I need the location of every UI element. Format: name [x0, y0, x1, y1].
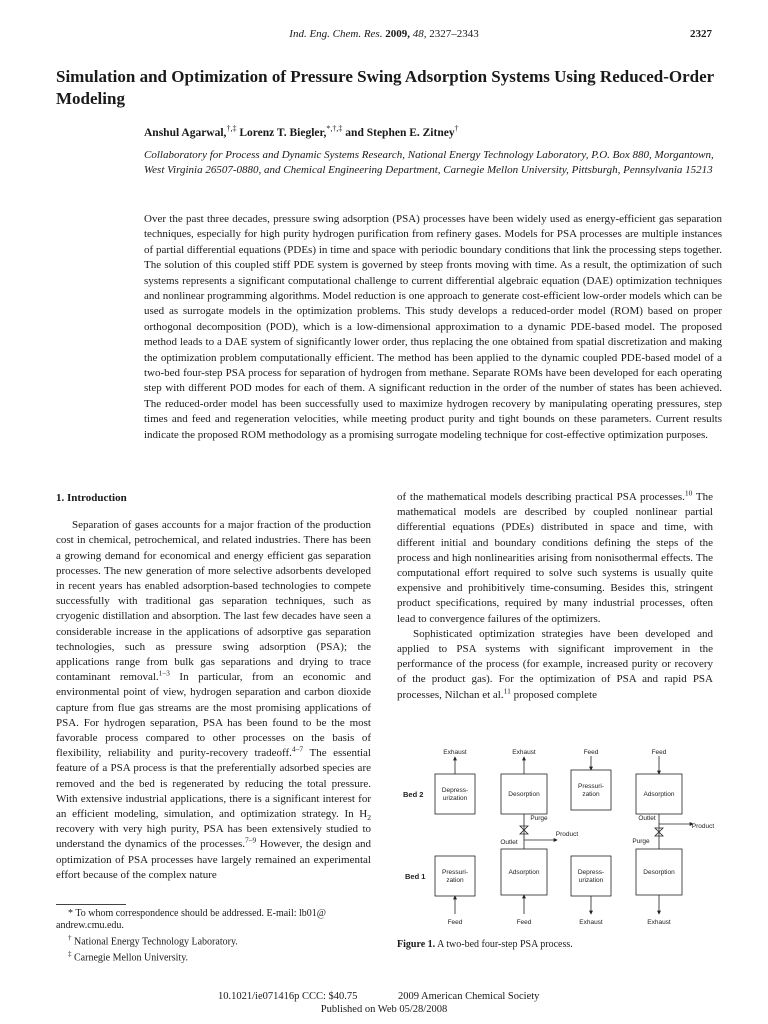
citation: 10 [684, 488, 693, 498]
author-1-marks: †,‡ [226, 124, 237, 133]
outlet-label: Outlet [638, 815, 656, 822]
journal-volume: 48, [412, 28, 427, 40]
doi-line: 10.1021/ie071416p CCC: $40.75 [218, 991, 358, 1002]
text-run: In particular, from an economic and environmental point of view, hydrogen separation and carbon dioxide capture from flue gas streams are the most promising applications of PSA. For hydrogen separation, PSA has been found to be the most favorable process compared to other processes on the basis of flexibility, reliability and purity-recovery tradeoff. [56, 671, 371, 760]
citation: 7–9 [244, 835, 257, 845]
fig-bottom-label: Exhaust [647, 919, 671, 926]
bed1-step-label: Desorption [643, 869, 675, 876]
bed1-step-label: Depress- [577, 869, 605, 876]
text-run: However, the design and optimization of PSA processes have largely remained an experimental effort because of the complex nature [56, 838, 371, 881]
right-column [397, 490, 713, 703]
author-3: and Stephen E. Zitney [342, 126, 455, 139]
figure-caption-text: A two-bed four-step PSA process. [435, 939, 573, 950]
fig-top-label: Exhaust [443, 749, 467, 756]
intro-paragraph-2 [397, 490, 713, 627]
text-run: Separation of gases accounts for a major fraction of the production cost in chemical, petrochemical, and related industries. There has been a growing demand for economical and energy efficient gas separation processes. The new generation of more selective adsorbents developed in recent years has enabled adsorption-based technologies to compete successfully with traditional gas separation techniques, such as cryogenic distillation and absorption. The last few decades have seen a considerable increase in the applications of adsorptive gas separation technologies, such as pressure swing adsorption (PSA); the applications range from bulk gas separations and drying to trace contaminant removal. [56, 519, 371, 684]
fig-bottom-label: Feed [516, 919, 532, 926]
psa-process-diagram [397, 748, 717, 936]
bed1-step-label: zation [446, 877, 464, 884]
figure-label: Figure 1. [397, 939, 436, 950]
bed2-step-label: Pressuri- [577, 783, 605, 790]
product-label: Product [691, 823, 715, 830]
bed1-step-label: urization [578, 877, 604, 884]
bed2-step-label: Desorption [508, 791, 540, 798]
journal-year: 2009, [385, 28, 410, 40]
footnotes [56, 908, 376, 965]
text-run: of the mathematical models describing practical PSA processes. [397, 491, 685, 503]
text-run: The essential feature of a PSA process is that the preferentially adsorbed species are removed and the bed is regenerated by reducing the total pressure. With extensive industrial applications, there is a significant interest for an efficient modeling, simulation, and optimization strategy. In H [56, 747, 371, 821]
left-column [56, 491, 371, 883]
bed2-label: Bed 2 [403, 790, 424, 799]
page-number: 2327 [690, 28, 712, 40]
intro-paragraph-1 [56, 518, 371, 883]
published-date: Published on Web 05/28/2008 [320, 1004, 448, 1015]
bed2-step-label: urization [442, 795, 468, 802]
paper-title: Simulation and Optimization of Pressure Swing Adsorption Systems Using Reduced-Order Modeling [56, 67, 714, 108]
author-2: Lorenz T. Biegler, [236, 126, 327, 139]
author-3-marks: † [454, 124, 459, 133]
footnote-mark: ‡ [68, 950, 72, 959]
running-header [0, 28, 768, 40]
purge-label: Purge [530, 815, 548, 822]
fig-top-label: Exhaust [512, 749, 536, 756]
footnote-text: Carnegie Mellon University. [71, 952, 189, 964]
footnote-cmu [56, 948, 376, 964]
fig-top-label: Feed [583, 749, 599, 756]
section-heading: 1. Introduction [56, 492, 127, 504]
outlet-label: Outlet [500, 839, 518, 846]
footnote-text: National Energy Technology Laboratory. [71, 936, 238, 948]
bed2-step-label: Depress- [441, 787, 469, 794]
product-label: Product [555, 831, 579, 838]
bed2-step-label: zation [582, 791, 600, 798]
citation: 11 [503, 685, 511, 695]
affiliation: Collaboratory for Process and Dynamic Systems Research, National Energy Technology Laboratory, P.O. Box 880, Morgantown, West Virginia 26507-0880, and Chemical Engineering Department, Carnegie Mellon University, Pittsburgh, Pennsylvania 15213 [144, 149, 714, 176]
text-run: proposed complete [510, 688, 597, 701]
footnote-correspondence: * To whom correspondence should be addressed. E-mail: lb01@ andrew.cmu.edu. [56, 908, 326, 931]
author-1: Anshul Agarwal, [144, 126, 227, 139]
footnote-mark: † [68, 934, 72, 942]
subscript: 2 [367, 813, 371, 823]
citation: 1–3 [158, 668, 170, 678]
author-list [144, 124, 459, 139]
bed2-step-label: Adsorption [643, 791, 675, 798]
fig-bottom-label: Exhaust [579, 919, 603, 926]
journal-pages: 2327–2343 [429, 28, 479, 40]
bed2-step-box [435, 774, 475, 814]
author-2-marks: *,†,‡ [326, 124, 343, 133]
bed1-step-label: Pressuri- [441, 869, 469, 876]
footnote-netl [56, 932, 376, 948]
footnote-rule [56, 904, 126, 905]
text-run: recovery with very high purity, PSA has been extensively studied to understand the dynamics of the processes. [56, 823, 371, 851]
fig-top-label: Feed [651, 749, 667, 756]
journal-name: Ind. Eng. Chem. Res. [289, 28, 383, 40]
bed1-step-box [571, 856, 611, 896]
copyright-line: 2009 American Chemical Society [398, 991, 540, 1002]
intro-paragraph-3 [397, 627, 713, 703]
figure-caption [397, 939, 573, 950]
purge-label: Purge [632, 838, 650, 845]
bed1-label: Bed 1 [405, 872, 426, 881]
bed1-step-label: Adsorption [508, 869, 540, 876]
citation: 4–7 [291, 744, 304, 754]
text-run: The mathematical models are described by coupled nonlinear partial differential equations (PDEs) distributed in space and time, with different initial and boundary conditions defining the steps of the process and high nonlinearities arising from nonisothermal effects. The computational effort required to solve such systems is usually quite expensive and prohibitively time-consuming. Besides this, stringent product specifications, required by many industrial processes, often lead to convergence failures of the optimizers. [397, 491, 713, 625]
abstract: Over the past three decades, pressure swing adsorption (PSA) processes have been widely used as energy-efficient gas separation techniques, especially for high purity hydrogen purification from refinery gases. Models for PSA processes are multiple instances of partial differential equations (PDEs) in time and space with periodic boundary conditions that link the processing steps together. The solution of this coupled stiff PDE system is governed by steep fronts moving with time. As a result, the optimization of such systems represents a significant computational challenge to current differential algebraic equation (DAE) optimization techniques and nonlinear programming algorithms. Model reduction is one approach to generate cost-efficient low-order models which can be used as surrogate models in the optimization problems. This study develops a reduced-order model (ROM) based on proper orthogonal decomposition (POD), which is a low-dimensional approximation to a dynamic PDE-based model. The proposed method leads to a DAE system of significantly lower order, thus replacing the one obtained from spatial discretization and making the optimization problem computationally efficient. The method has been applied to the dynamic coupled PDE-based model of a two-bed four-step PSA process for separation of hydrogen from methane. Separate ROMs have been developed for each operating step with different POD modes for each of them. A significant reduction in the order of the number of states has been achieved. The reduced-order model has been successfully used to maximize hydrogen recovery by manipulating operating pressures, step times and feed and regeneration velocities, while meeting product purity and tight bounds on these parameters. Current results indicate the proposed ROM methodology as a promising surrogate modeling technique for cost-effective optimization purposes. [144, 213, 722, 441]
bed1-step-box [435, 856, 475, 896]
fig-bottom-label: Feed [447, 919, 463, 926]
text-run: Sophisticated optimization strategies have been developed and applied to PSA systems with significant improvement in the performance of the process (for example, increased purity or recovery of the product gas). For the optimization of PSA and rapid PSA processes, Nilchan et al. [397, 627, 713, 701]
bed2-step-box [571, 770, 611, 810]
